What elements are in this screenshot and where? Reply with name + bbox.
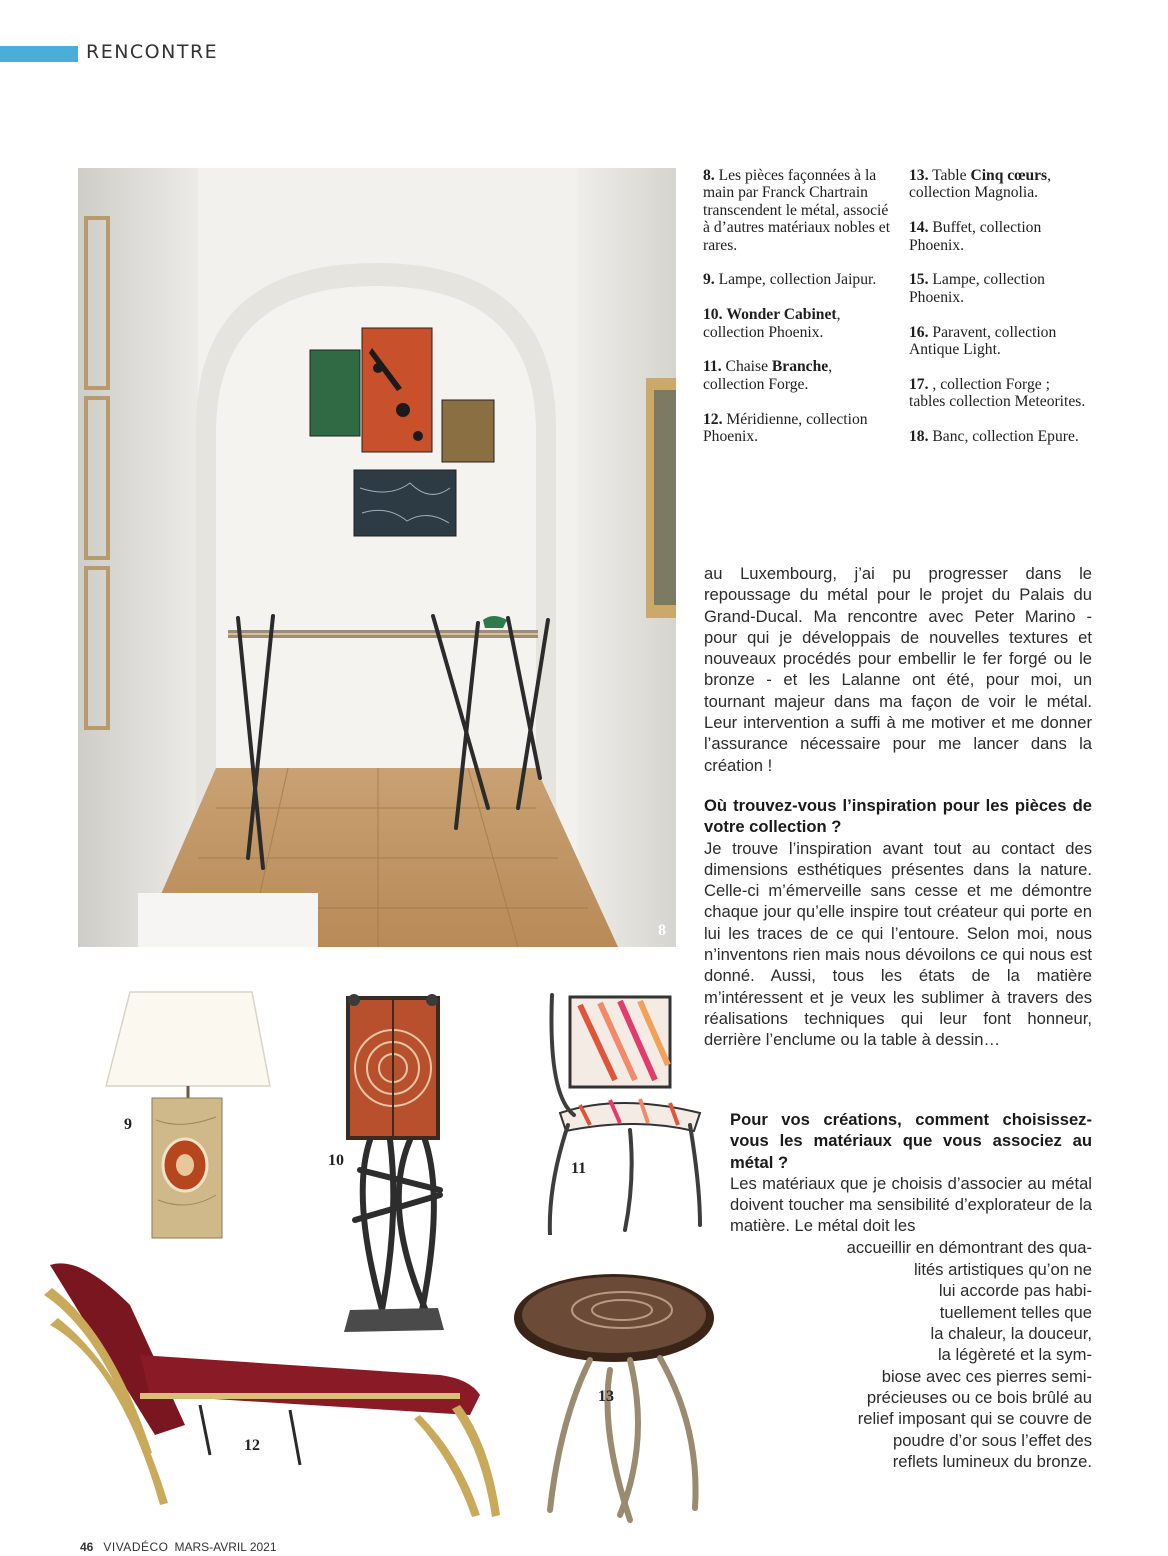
page-number: 46 (80, 1540, 94, 1554)
figure-number-10: 10 (328, 1152, 344, 1169)
caption-14: 14. Buffet, collection Phoenix. (909, 219, 1042, 254)
caption-13: 13. Table Cinq cœurs, collection Magnolia. (909, 167, 1052, 202)
materials-line-5: la chaleur, la douceur, (930, 1324, 1092, 1343)
magazine-brand: VIVADÉCO (103, 1540, 169, 1554)
materials-line-7: biose avec ces pierres semi- (881, 1367, 1092, 1386)
section-accent-bar (0, 46, 78, 62)
materials-line-9: relief imposant qui se couvre de (857, 1409, 1092, 1428)
photo-meridienne (40, 1255, 515, 1530)
materials-line-6: la légèreté et la sym- (937, 1345, 1092, 1364)
section-title: RENCONTRE (86, 41, 219, 63)
question-inspiration: Où trouvez-vous l’inspiration pour les pièces de votre collection ? (704, 795, 1092, 837)
caption-18: 18. Banc, collection Epure. (909, 428, 1079, 446)
caption-17: 17. , collection Forge ; tables collection Meteorites. (909, 375, 1086, 411)
materials-line-2: lités artistiques qu’on ne (913, 1260, 1092, 1279)
paragraph-materials-start: Les matériaux que je choisis d’associer au métal doivent toucher ma sensibilité d’explorateur de la matière. Le métal doit les (730, 1173, 1092, 1236)
paragraph-luxembourg: au Luxembourg, j’ai pu progresser dans le repoussage du métal pour le projet du Palais du Grand-Ducal. Ma rencontre avec Peter Marino - pour qui je développais de nouvelles textures et nouveaux procédés pour embellir le fer forgé ou le bronze - et les Lalanne ont été, pour moi, un tournant majeur dans ma façon de voir le métal. Leur intervention a suffi à me motiver et me donner l’assurance nécessaire pour me lancer dans la création ! (704, 564, 1092, 775)
issue-date: MARS-AVRIL 2021 (174, 1540, 277, 1554)
materials-line-8: précieuses ou ce bois brûlé au (866, 1388, 1092, 1407)
caption-8: 8. Les pièces façonnées à la main par Franck Chartrain transcendent le métal, associé à d’autres matériaux nobles et rares. (703, 167, 891, 254)
captions-column-left (703, 167, 893, 463)
caption-9: 9. Lampe, collection Jaipur. (703, 271, 877, 289)
page-footer (80, 1540, 277, 1554)
figure-number-12: 12 (244, 1437, 260, 1454)
paragraph-inspiration: Je trouve l’inspiration avant tout au contact des dimensions esthétiques présentes dans la nature. Celle-ci m’émerveille sans cesse et me démontre chaque jour qu’elle inspire tout créateur qui porte en lui les traces de ce qui l’entoure. Selon moi, nous n’inventons rien mais nous dévoilons ce qui nous est donné. Aussi, tous les états de la matière m’intéressent et je veux les sublimer à travers des réalisations techniques qui leur font honneur, derrière l’enclume ou la table à dessin… (704, 838, 1092, 1050)
article-body-upper (704, 563, 1092, 1051)
figure-number-13: 13 (598, 1388, 614, 1405)
caption-12: 12. Méridienne, collection Phoenix. (703, 410, 868, 446)
caption-10: 10. Wonder Cabinet, collection Phoenix. (703, 306, 841, 341)
figure-number-11: 11 (571, 1160, 587, 1177)
captions-column-right (909, 167, 1089, 463)
materials-line-3: lui accorde pas habi- (938, 1281, 1092, 1300)
caption-16: 16. Paravent, collection Antique Light. (909, 323, 1057, 359)
materials-line-10: poudre d’or sous l’effet des (893, 1431, 1092, 1450)
photo-table-cinq-coeurs (510, 1270, 720, 1530)
article-body-lower (730, 1109, 1092, 1237)
question-materials: Pour vos créations, comment choisissez-vous les matériaux que vous associez au métal ? (730, 1110, 1092, 1172)
photo-hallway-console (78, 168, 676, 947)
caption-11: 11. Chaise Branche, collection Forge. (703, 358, 833, 393)
figure-number-9: 9 (124, 1116, 132, 1133)
figure-number-8: 8 (658, 922, 666, 939)
photo-lamp-jaipur (100, 990, 280, 1240)
materials-line-1: accueillir en démontrant des qua- (846, 1238, 1092, 1257)
materials-line-4: tuellement telles que (939, 1303, 1092, 1322)
photo-chair-branche (520, 985, 720, 1235)
materials-line-11: reflets lumineux du bronze. (892, 1452, 1092, 1471)
caption-15: 15. Lampe, collection Phoenix. (909, 271, 1045, 306)
